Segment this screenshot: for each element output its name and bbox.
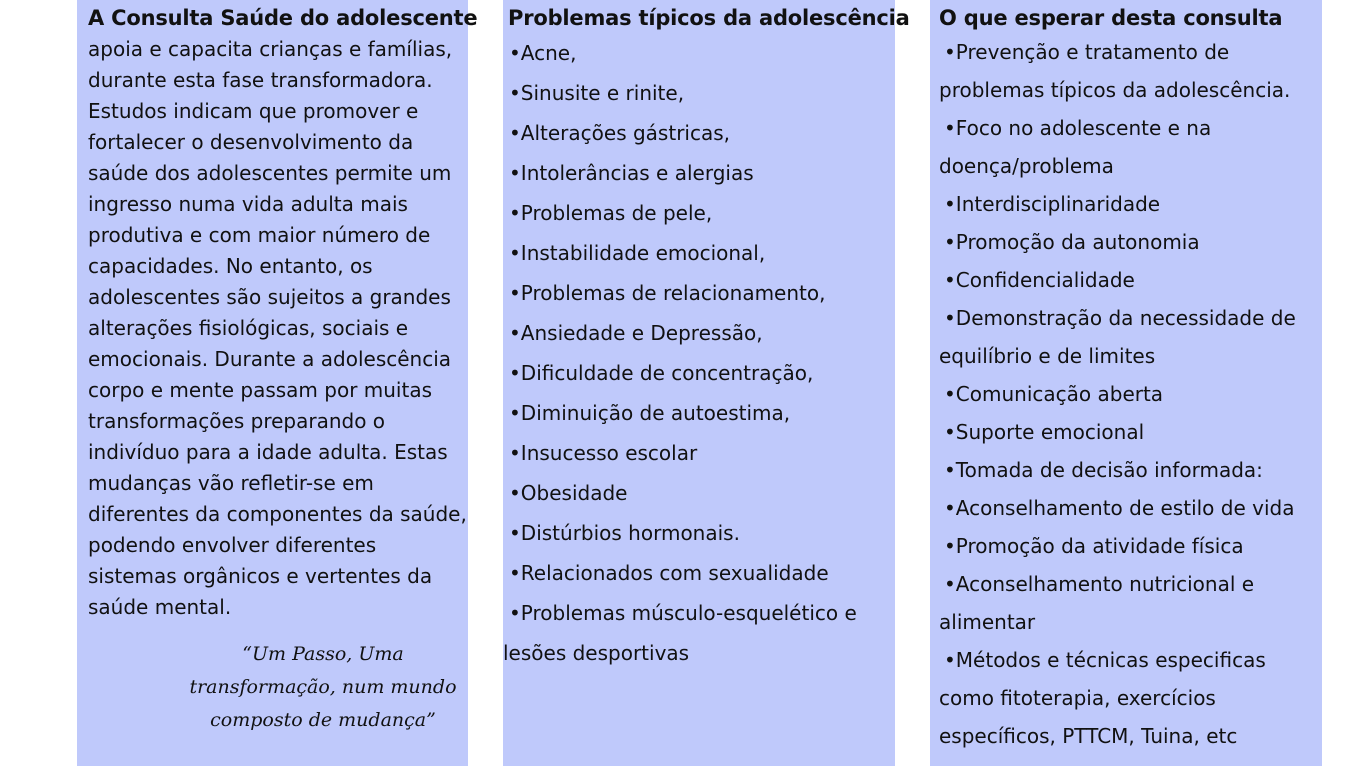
- problem-item: •Ansiedade e Depressão,: [509, 321, 763, 345]
- expectation-item: •Suporte emocional: [944, 420, 1145, 444]
- motto-quote: “Um Passo, Uma transformação, num mundo composto de mudança”: [189, 643, 457, 731]
- expectation-item: •Prevenção e tratamento de problemas típicos da adolescência.: [939, 40, 1291, 102]
- intro-paragraph: apoia e capacita crianças e famílias, durante esta fase transformadora. Estudos indicam que promover e fortalecer o desenvolvimento da saúde dos adolescentes permite um ingresso numa vida adulta mais produtiva e com maior número de capacidades. No entanto, os adolescentes são sujeitos a grandes alterações fisiológicas, sociais e emocionais. Durante a adolescência corpo e mente passam por muitas transformações preparando o indivíduo para a idade adulta. Estas mudanças vão refletir-se em diferentes da componentes da saúde, podendo envolver diferentes sistemas orgânicos e vertentes da saúde mental.: [88, 37, 467, 619]
- problems-column: [503, 0, 910, 766]
- problem-item: •Diminuição de autoestima,: [509, 401, 791, 425]
- problems-title: Problemas típicos da adolescência: [508, 6, 910, 30]
- problem-item: •Insucesso escolar: [509, 441, 698, 465]
- problem-item: •Instabilidade emocional,: [509, 241, 766, 265]
- expectation-item: •Tomada de decisão informada:: [944, 458, 1263, 482]
- problem-item: •Distúrbios hormonais.: [509, 521, 740, 545]
- problem-item: •Alterações gástricas,: [509, 121, 730, 145]
- intro-title: A Consulta Saúde do adolescente: [88, 6, 478, 30]
- expectation-item: •Interdisciplinaridade: [944, 192, 1161, 216]
- intro-column: [77, 0, 478, 766]
- expectations-column: [930, 0, 1322, 766]
- problem-item: •Sinusite e rinite,: [509, 81, 685, 105]
- problem-item: •Obesidade: [509, 481, 628, 505]
- problem-item: •Problemas de pele,: [509, 201, 713, 225]
- expectation-item: •Aconselhamento de estilo de vida: [944, 496, 1295, 520]
- expectation-item: •Confidencialidade: [944, 268, 1135, 292]
- problem-item: •Intolerâncias e alergias: [509, 161, 754, 185]
- expectation-item: •Métodos e técnicas especificas como fitoterapia, exercícios específicos, PTTCM, Tuina, etc: [939, 648, 1266, 748]
- expectation-item: •Demonstração da necessidade de equilíbrio e de limites: [939, 306, 1296, 368]
- problem-item: •Problemas de relacionamento,: [509, 281, 826, 305]
- expectation-item: •Foco no adolescente e na doença/problema: [939, 116, 1212, 178]
- expectations-list: [939, 33, 1321, 755]
- expectation-item: •Comunicação aberta: [944, 382, 1164, 406]
- problem-item: •Dificuldade de concentração,: [509, 361, 814, 385]
- expectation-item: •Promoção da autonomia: [944, 230, 1200, 254]
- problem-item: •Acne,: [509, 41, 577, 65]
- problem-item: •Problemas músculo-esquelético e lesões desportivas: [503, 601, 857, 665]
- expectation-item: •Promoção da atividade física: [944, 534, 1244, 558]
- expectation-item: •Aconselhamento nutricional e alimentar: [939, 572, 1255, 634]
- problem-item: •Relacionados com sexualidade: [509, 561, 829, 585]
- problems-list: [503, 33, 895, 673]
- expectations-title: O que esperar desta consulta: [939, 6, 1283, 30]
